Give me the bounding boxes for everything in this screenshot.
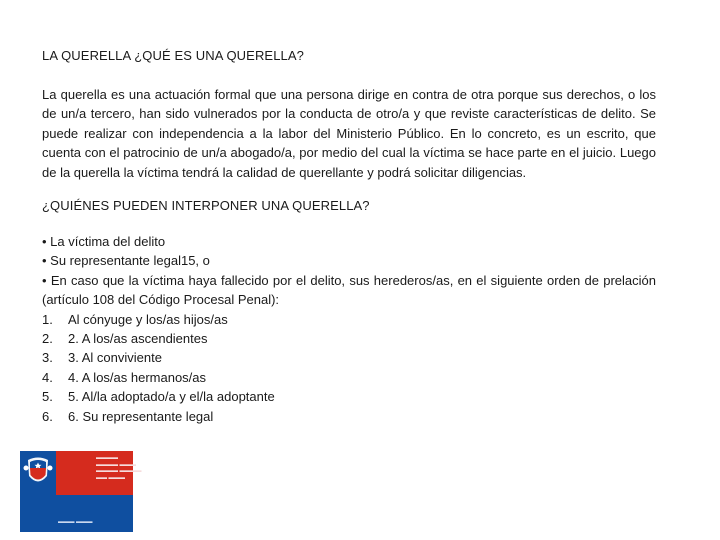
ordered-item bbox=[42, 348, 656, 367]
item-number: 1. bbox=[42, 311, 53, 327]
logo-red-block bbox=[56, 451, 142, 495]
item-number: 2. bbox=[42, 331, 53, 347]
eligible-list bbox=[42, 232, 656, 426]
document-body bbox=[42, 48, 656, 426]
ordered-item bbox=[42, 329, 656, 348]
querella-definition-paragraph: La querella es una actuación formal que una persona dirige en contra de otra porque sus derechos, o los de un/a tercero, han sido vulnerados por la conducta de otro/a y que reviste características de delito. Se puede realizar con independencia a la labor del Ministerio Público. En lo concreto, es un escrito, que cuenta con el patrocinio de un/a abogado/a, por medio del cual la víctima se hace parte en el juicio. Luego de la querella la víctima tendrá la calidad de querellante y podrá solicitar diligencias. bbox=[42, 87, 656, 180]
item-number: 5. bbox=[42, 389, 53, 405]
list-item: • Su representante legal15, o bbox=[42, 253, 210, 269]
logo-bottom-block bbox=[20, 495, 133, 532]
list-item: • La víctima del delito bbox=[42, 234, 166, 250]
item-text: 4. A los/as hermanos/as bbox=[68, 369, 207, 385]
logo-blue-block bbox=[20, 451, 56, 495]
item-text: 2. A los/as ascendientes bbox=[68, 331, 208, 347]
logo-institution-text: ▬▬▬▬ ▬▬▬▬ ▬▬▬ ▬▬▬▬ ▬▬▬▬ ▬▬ ▬▬▬ bbox=[96, 455, 142, 481]
section-heading-quienes: ¿QUIÉNES PUEDEN INTERPONER UNA QUERELLA? bbox=[42, 198, 370, 214]
item-text: Al cónyuge y los/as hijos/as bbox=[68, 311, 228, 327]
ordered-item bbox=[42, 407, 656, 426]
list-item: • En caso que la víctima haya fallecido por el delito, sus herederos/as, en el siguiente orden de prelación (artículo 108 del Código Procesal Penal): bbox=[42, 272, 656, 308]
section-heading-querella: LA QUERELLA ¿QUÉ ES UNA QUERELLA? bbox=[42, 48, 304, 63]
item-number: 3. bbox=[42, 350, 53, 366]
item-number: 4. bbox=[42, 369, 53, 385]
logo-country-text: ▬▬▬ ▬▬▬ bbox=[58, 519, 93, 525]
government-logo bbox=[20, 451, 142, 532]
ordered-item bbox=[42, 310, 656, 329]
item-text: 3. Al conviviente bbox=[68, 350, 162, 366]
ordered-item bbox=[42, 368, 656, 387]
chile-coat-of-arms-icon bbox=[23, 454, 53, 490]
item-text: 6. Su representante legal bbox=[68, 408, 214, 424]
ordered-item bbox=[42, 387, 656, 406]
item-number: 6. bbox=[42, 408, 53, 424]
item-text: 5. Al/la adoptado/a y el/la adoptante bbox=[68, 389, 275, 405]
